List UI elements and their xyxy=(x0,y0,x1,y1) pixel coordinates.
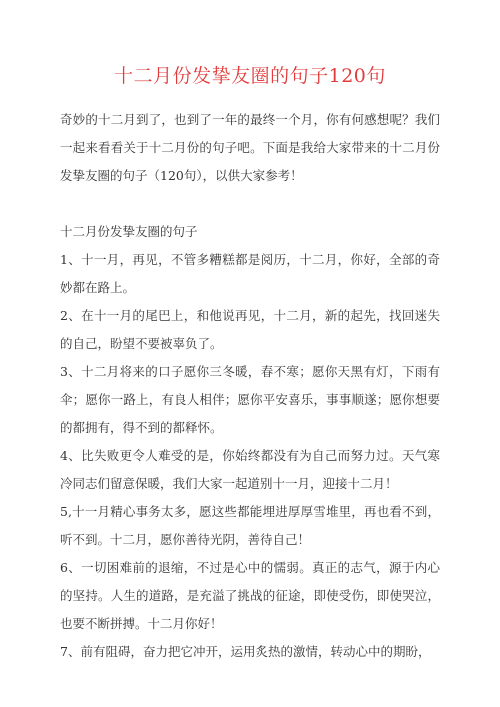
list-item: 6、一切困难前的退缩，不过是心中的懦弱。真正的志气，源于内心的坚持。人生的道路，是充溢了挑战的征途，即使受伤，即使哭泣，也要不断拼搏。十二月你好！ xyxy=(60,560,440,631)
list-item: 4、比失败更令人难受的是，你始终都没有为自己而努力过。天气寒冷同志们留意保暖，我们大家一起道别十一月，迎接十二月！ xyxy=(60,448,440,491)
document-title: 十二月份发挚友圈的句子120句 xyxy=(114,65,386,87)
section-heading: 十二月份发挚友圈的句子 xyxy=(60,224,198,239)
list-item: 5,十一月精心事务太多，愿这些都能埋进厚厚雪堆里，再也看不到，听不到。十二月，愿你善待光阴，善待自己！ xyxy=(60,504,440,547)
list-item: 2、在十一月的尾巴上，和他说再见，十二月，新的起先，找回迷失的自己，盼望不要被辜负了。 xyxy=(60,308,440,351)
list-item: 7、前有阻碍，奋力把它冲开，运用炙热的激情，转动心中的期盼， xyxy=(60,644,431,659)
intro-paragraph: 奇妙的十二月到了，也到了一年的最终一个月，你有何感想呢？我们一起来看看关于十二月份的句子吧。下面是我给大家带来的十二月份发挚友圈的句子（120句），以供大家参考！ xyxy=(60,112,440,183)
list-item: 3、十二月将来的口子愿你三冬暖，春不寒；愿你天黑有灯，下雨有伞；愿你一路上，有良人相伴；愿你平安喜乐，事事顺遂；愿你想要的都拥有，得不到的都释怀。 xyxy=(60,364,440,435)
list-item: 1、十一月，再见，不管多糟糕都是阅历，十二月，你好，全部的奇妙都在路上。 xyxy=(60,252,440,295)
document-page xyxy=(60,62,440,666)
